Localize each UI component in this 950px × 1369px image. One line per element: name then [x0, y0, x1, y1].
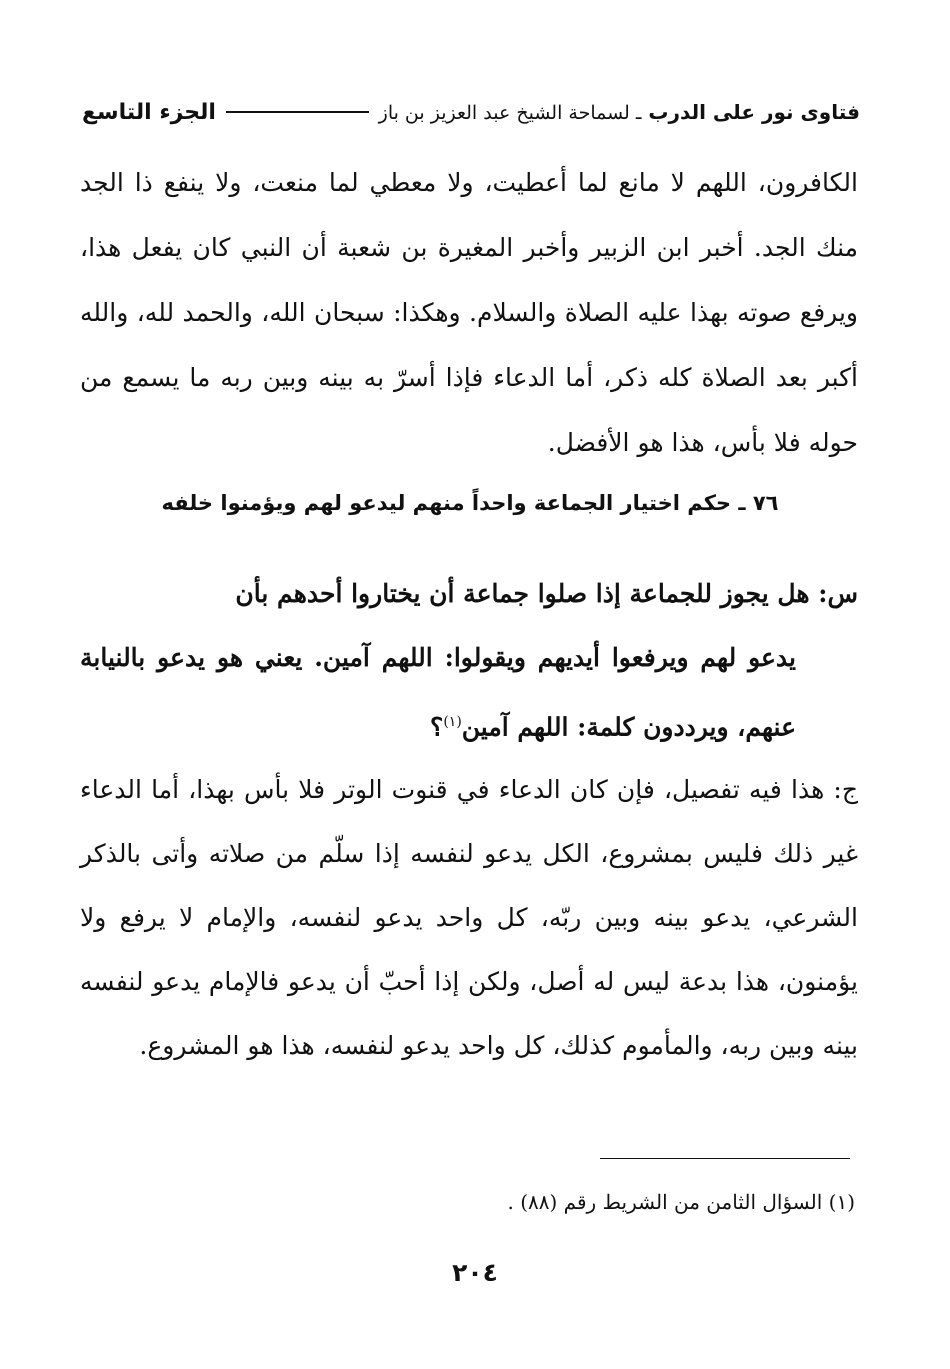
footnote-reference: (١): [443, 714, 462, 730]
page-number: ٢٠٤: [452, 1258, 498, 1287]
running-header: [82, 92, 860, 132]
footnote: (١) السؤال الثامن من الشريط رقم (٨٨) .: [507, 1190, 855, 1214]
header-volume: الجزء التاسع: [82, 99, 216, 125]
header-author: ـ لسماحة الشيخ عبد العزيز بن باز: [378, 102, 642, 124]
question-paragraph: [80, 562, 858, 759]
header-book-title: فتاوى نور على الدرب ـ لسماحة الشيخ عبد العزيز بن باز: [378, 100, 860, 124]
section-heading: ٧٦ ـ حكم اختيار الجماعة واحداً منهم ليدعو لهم ويؤمنوا خلفه: [161, 491, 779, 515]
question-continuation: يدعو لهم ويرفعوا أيديهم ويقولوا: اللهم آمين. يعني هو يدعو بالنيابة عنهم، ويرددون كلمة: اللهم آمين$^{(١)}$؟: [80, 643, 796, 742]
answer-paragraph: ج: هذا فيه تفصيل، فإن كان الدعاء في قنوت الوتر فلا بأس بهذا، أما الدعاء غير ذلك فليس بمشروع، الكل يدعو لنفسه إذا سلّم من صلاته وأتى بالذكر الشرعي، يدعو بينه وبين ربّه، كل واحد يدعو لنفسه، والإمام لا يرفع ولا يؤمنون، هذا بدعة ليس له أصل، ولكن إذا أحبّ أن يدعو فالإمام يدعو لنفسه بينه وبين ربه، والمأموم كذلك، كل واحد يدعو لنفسه، هذا هو المشروع.: [80, 775, 858, 1060]
question-first-line: س: هل يجوز للجماعة إذا صلوا جماعة أن يختاروا أحدهم بأن: [235, 579, 858, 608]
footnote-separator: [600, 1158, 850, 1159]
header-rule: [226, 111, 369, 113]
intro-paragraph: الكافرون، اللهم لا مانع لما أعطيت، ولا معطي لما منعت، ولا ينفع ذا الجد منك الجد. أخبر ابن الزبير وأخبر المغيرة بن شعبة أن النبي كان يفعل هذا، ويرفع صوته بهذا عليه الصلاة والسلام. وهكذا: سبحان الله، والحمد لله، والله أكبر بعد الصلاة كله ذكر، أما الدعاء فإذا أسرّ به بينه وبين ربه ما يسمع من حوله فلا بأس، هذا هو الأفضل.: [80, 168, 859, 457]
